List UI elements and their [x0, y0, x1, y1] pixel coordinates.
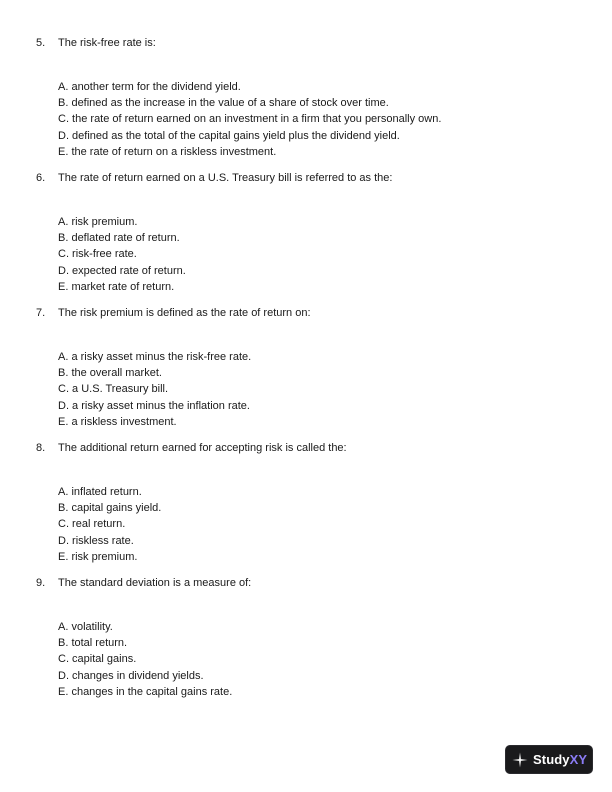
question-text: The standard deviation is a measure of:	[58, 577, 252, 589]
brand-name-xy: XY	[569, 752, 588, 767]
option-e: E. the rate of return on a riskless investment.	[58, 145, 277, 158]
option-e: E. market rate of return.	[58, 280, 175, 293]
question-number: 9.	[36, 577, 46, 589]
brand-name	[533, 752, 587, 767]
answer-options	[58, 486, 161, 567]
option-d: D. a risky asset minus the inflation rate.	[58, 399, 250, 412]
question-text: The risk-free rate is:	[58, 37, 156, 49]
option-c: C. the rate of return earned on an investment in a firm that you personally own.	[58, 113, 442, 126]
option-b: B. defined as the increase in the value of a share of stock over time.	[58, 97, 389, 110]
option-a: A. risk premium.	[58, 216, 138, 228]
option-a: A. volatility.	[58, 621, 113, 633]
option-c: C. capital gains.	[58, 653, 137, 666]
option-b: B. the overall market.	[58, 367, 162, 380]
option-e: E. risk premium.	[58, 550, 138, 563]
option-e: E. changes in the capital gains rate.	[58, 685, 233, 698]
option-a: A. a risky asset minus the risk-free rate.	[58, 351, 252, 363]
sparkle-cross-icon	[512, 752, 528, 768]
option-d: D. changes in dividend yields.	[58, 669, 204, 682]
question-text: The additional return earned for accepting risk is called the:	[58, 442, 347, 454]
option-c: C. risk-free rate.	[58, 248, 137, 261]
question-number: 5.	[36, 37, 46, 49]
answer-options	[58, 621, 232, 702]
option-d: D. expected rate of return.	[58, 264, 186, 277]
option-b: B. capital gains yield.	[58, 502, 162, 515]
option-e: E. a riskless investment.	[58, 415, 177, 428]
answer-options	[58, 351, 251, 432]
option-b: B. deflated rate of return.	[58, 232, 180, 245]
question-text: The risk premium is defined as the rate of return on:	[58, 307, 311, 319]
answer-options	[58, 81, 441, 162]
option-d: D. defined as the total of the capital gains yield plus the dividend yield.	[58, 129, 400, 142]
brand-name-study: Study	[533, 752, 570, 767]
option-b: B. total return.	[58, 637, 128, 650]
option-d: D. riskless rate.	[58, 534, 134, 547]
question-text: The rate of return earned on a U.S. Treasury bill is referred to as the:	[58, 172, 393, 184]
question-number: 6.	[36, 172, 46, 184]
option-c: C. real return.	[58, 518, 126, 531]
option-c: C. a U.S. Treasury bill.	[58, 383, 169, 396]
question-number: 7.	[36, 307, 46, 319]
answer-options	[58, 216, 186, 297]
option-a: A. inflated return.	[58, 486, 142, 498]
option-a: A. another term for the dividend yield.	[58, 81, 241, 93]
studyxy-logo-badge[interactable]	[506, 746, 592, 773]
question-number: 8.	[36, 442, 46, 454]
